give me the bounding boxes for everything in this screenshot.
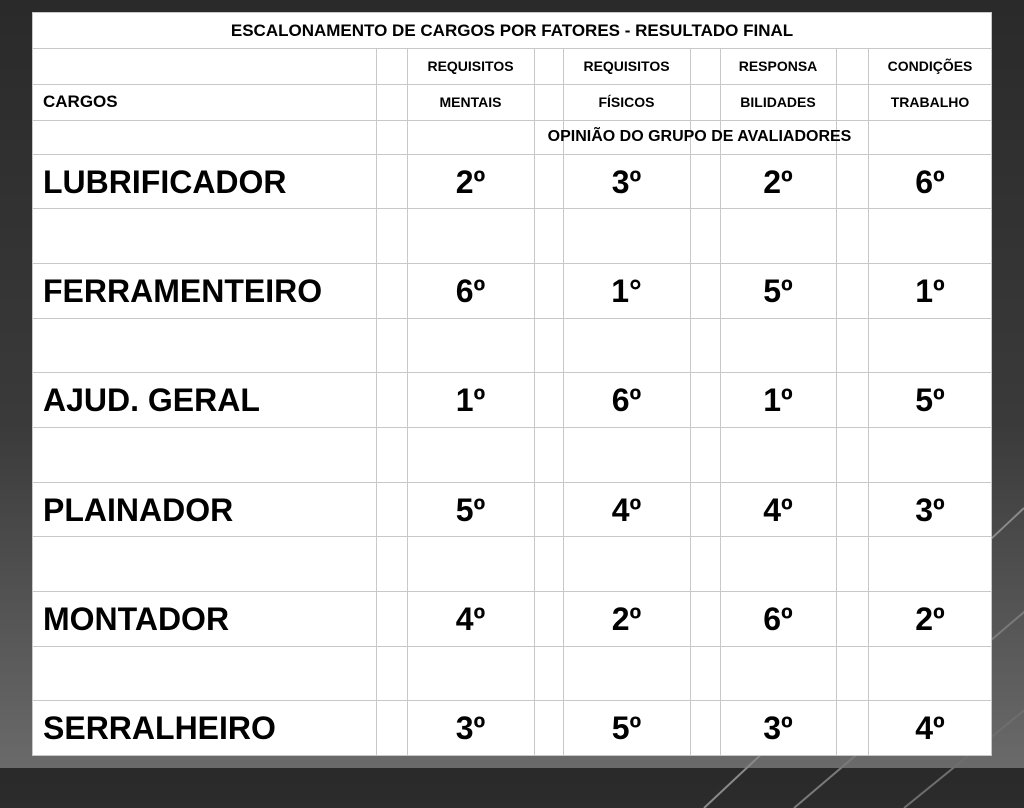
rank-responsibility: 6º — [763, 600, 793, 637]
rank-responsibility: 1º — [763, 381, 793, 418]
factor-physical-line1: REQUISITOS — [583, 58, 670, 74]
job-name: SERRALHEIRO — [43, 709, 276, 746]
job-name: LUBRIFICADOR — [43, 163, 287, 200]
factor-physical-line2: FÍSICOS — [598, 94, 655, 110]
rank-responsibility: 5º — [763, 272, 793, 309]
table-title: ESCALONAMENTO DE CARGOS POR FATORES - RESULTADO FINAL — [230, 20, 794, 40]
factor-mental-line2: MENTAIS — [439, 94, 502, 110]
rank-conditions: 3º — [915, 491, 945, 528]
opinion-header: OPINIÃO DO GRUPO DE AVALIADORES — [547, 128, 852, 145]
factor-responsibility-line1: RESPONSA — [738, 58, 818, 74]
rank-mental: 1º — [455, 381, 486, 418]
rank-physical: 1° — [611, 272, 642, 309]
job-name: AJUD. GERAL — [43, 381, 260, 418]
job-name: FERRAMENTEIRO — [43, 272, 323, 309]
rank-responsibility: 3º — [763, 709, 793, 746]
job-name: PLAINADOR — [43, 491, 234, 528]
rank-physical: 2º — [611, 600, 642, 637]
rank-conditions: 1º — [915, 272, 945, 309]
rank-physical: 4º — [611, 491, 642, 528]
rank-mental: 4º — [455, 600, 486, 637]
rank-mental: 2º — [455, 163, 486, 200]
rank-mental: 3º — [455, 709, 486, 746]
factor-conditions-line1: CONDIÇÕES — [887, 58, 973, 74]
rank-physical: 6º — [611, 381, 642, 418]
factor-mental-line1: REQUISITOS — [427, 58, 514, 74]
factor-responsibility-line2: BILIDADES — [740, 94, 816, 110]
rank-responsibility: 4º — [763, 491, 793, 528]
job-name: MONTADOR — [43, 600, 230, 637]
rank-conditions: 5º — [915, 381, 945, 418]
rank-conditions: 4º — [915, 709, 945, 746]
rank-mental: 5º — [455, 491, 486, 528]
rank-physical: 5º — [611, 709, 642, 746]
factor-conditions-line2: TRABALHO — [890, 94, 970, 110]
rank-conditions: 6º — [915, 163, 945, 200]
rank-conditions: 2º — [915, 600, 945, 637]
rank-physical: 3º — [611, 163, 642, 200]
rank-mental: 6º — [455, 272, 486, 309]
cargos-header: CARGOS — [43, 91, 118, 111]
ranking-table — [32, 12, 992, 756]
rank-responsibility: 2º — [763, 163, 793, 200]
